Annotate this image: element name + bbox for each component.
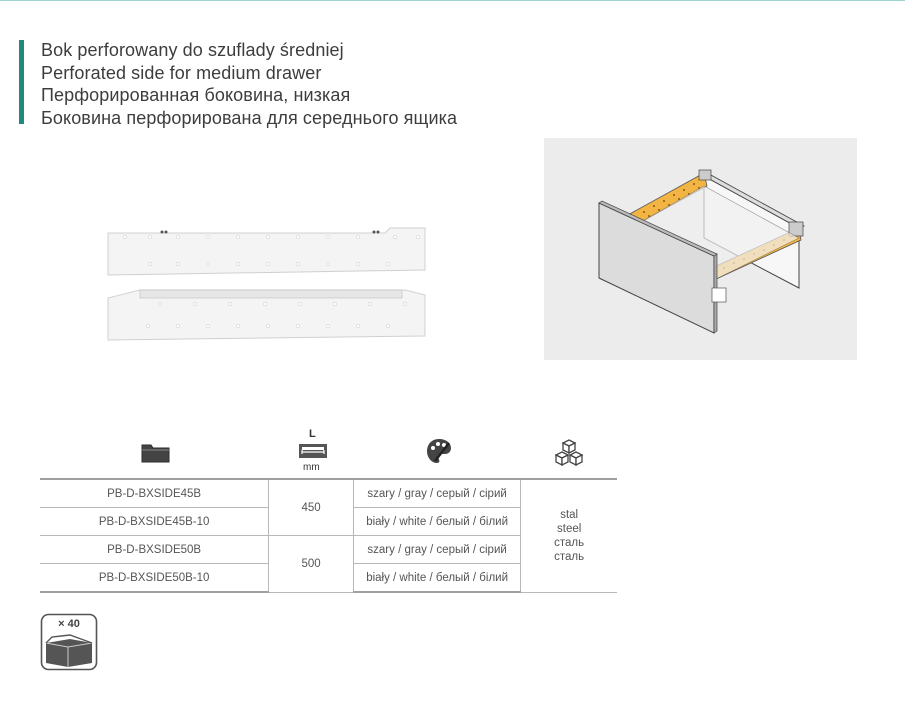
length-icon xyxy=(297,428,329,474)
code-cell: PB-D-BXSIDE45B xyxy=(40,479,269,508)
lower-panel xyxy=(108,290,425,340)
product-title-block xyxy=(41,39,457,129)
material-ru: сталь xyxy=(554,536,585,549)
color-cell: szary / gray / серый / сірий xyxy=(353,536,520,564)
title-accent-bar xyxy=(19,40,24,124)
code-cell: PB-D-BXSIDE50B xyxy=(40,536,269,564)
title-ua: Боковина перфорирована для середнього ящика xyxy=(41,107,458,128)
product-table xyxy=(40,478,617,593)
color-cell: biały / white / белый / білий xyxy=(353,508,520,536)
package-badge xyxy=(40,613,98,671)
length-label-top: L xyxy=(309,428,316,440)
cubes-icon xyxy=(553,438,585,468)
length-label-unit: mm xyxy=(303,462,320,473)
perforated-panels-image xyxy=(100,220,430,350)
length-cell: 500 xyxy=(269,536,354,593)
length-cell: 450 xyxy=(269,479,354,536)
color-cell: biały / white / белый / білий xyxy=(353,564,520,593)
material-ua: сталь xyxy=(554,550,585,563)
material-cell xyxy=(521,479,617,592)
title-ru: Перфорированная боковина, низкая xyxy=(41,85,351,105)
code-cell: PB-D-BXSIDE45B-10 xyxy=(40,508,269,536)
table-row xyxy=(40,479,617,508)
material-en: steel xyxy=(557,522,582,535)
code-cell: PB-D-BXSIDE50B-10 xyxy=(40,564,269,593)
material-pl: stal xyxy=(560,508,579,521)
ruler-icon xyxy=(297,440,329,462)
title-en: Perforated side for medium drawer xyxy=(41,62,322,83)
palette-icon xyxy=(425,437,453,465)
folder-icon xyxy=(140,440,172,464)
title-pl: Bok perforowany do szuflady średniej xyxy=(41,40,344,60)
package-quantity: × 40 xyxy=(58,618,80,630)
color-cell: szary / gray / серый / сірий xyxy=(353,479,520,508)
top-divider xyxy=(0,0,905,1)
drawer-illustration xyxy=(544,138,857,360)
upper-panel xyxy=(108,228,425,275)
